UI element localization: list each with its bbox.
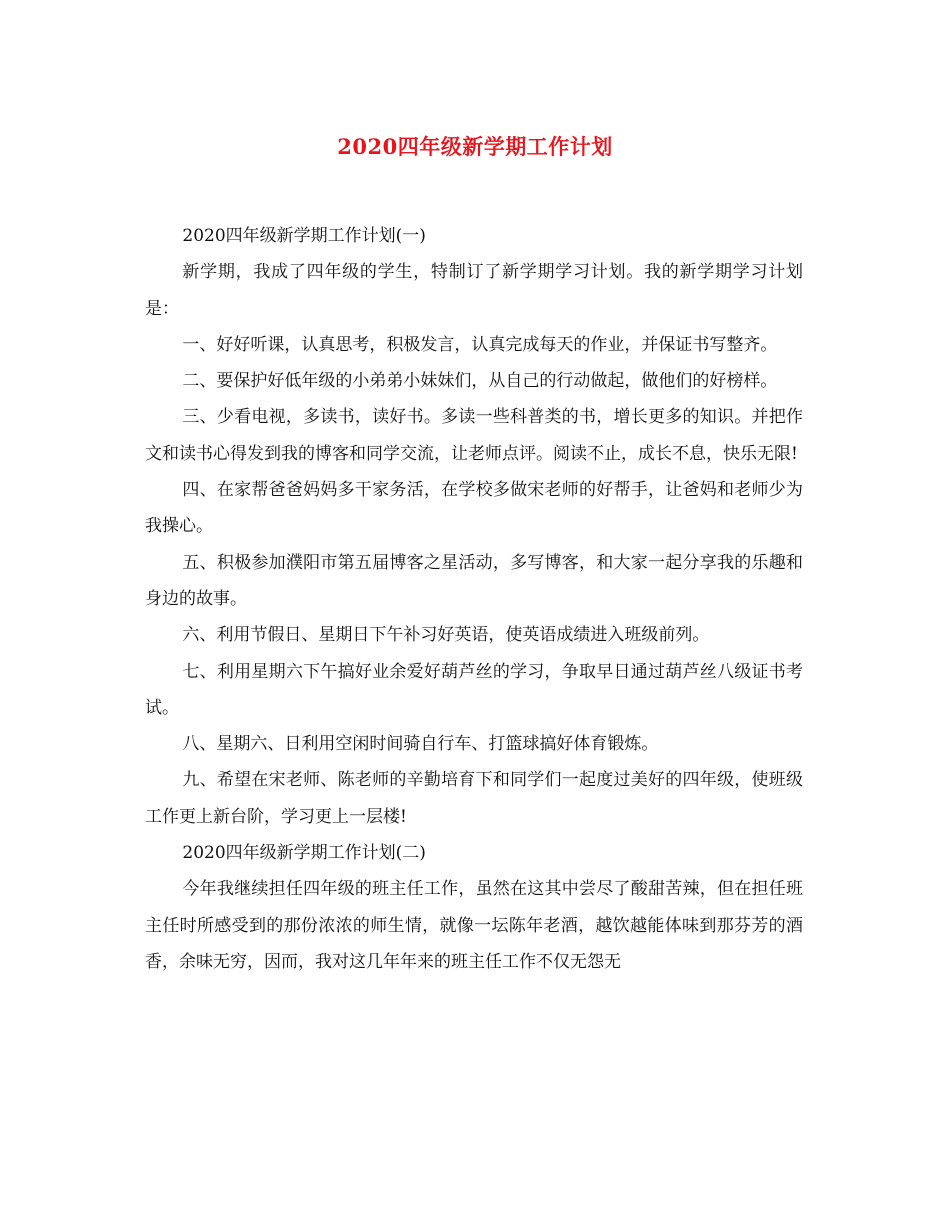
section-heading-1: 2020四年级新学期工作计划(一) (182, 226, 426, 246)
paragraph-item-9: 九、希望在宋老师、陈老师的辛勤培育下和同学们一起度过美好的四年级，使班级工作更上新台阶，学习更上一层楼! (145, 770, 803, 827)
paragraph-item-8: 八、星期六、日利用空闲时间骑自行车、打篮球搞好体育锻炼。 (182, 734, 659, 755)
document-title: 2020四年级新学期工作计划 (337, 134, 613, 159)
paragraph-section-2: 今年我继续担任四年级的班主任工作，虽然在这其中尝尽了酸甜苦辣，但在担任班主任时所感受到的那份浓浓的师生情，就像一坛陈年老酒，越饮越能体味到那芬芳的酒香，余味无穷，因而，我对这几年年来的班主任工作不仅无怨无 (145, 879, 803, 972)
paragraph-item-3: 三、少看电视，多读书，读好书。多读一些科普类的书，增长更多的知识。并把作文和读书心得发到我的博客和同学交流，让老师点评。阅读不止，成长不息，快乐无限! (145, 407, 803, 464)
paragraph-item-1: 一、好好听课，认真思考，积极发言，认真完成每天的作业，并保证书写整齐。 (182, 334, 778, 355)
paragraph-item-4: 四、在家帮爸爸妈妈多干家务活，在学校多做宋老师的好帮手，让爸妈和老师少为我操心。 (145, 480, 803, 537)
paragraph-item-6: 六、利用节假日、星期日下午补习好英语，使英语成绩进入班级前列。 (182, 625, 710, 646)
paragraph-item-5: 五、积极参加濮阳市第五届博客之星活动，多写博客，和大家一起分享我的乐趣和身边的故事。 (145, 552, 803, 609)
paragraph-intro: 新学期，我成了四年级的学生，特制订了新学期学习计划。我的新学期学习计划是： (145, 262, 803, 319)
paragraph-item-7: 七、利用星期六下午搞好业余爱好葫芦丝的学习，争取早日通过葫芦丝八级证书考试。 (145, 661, 803, 718)
section-heading-2: 2020四年级新学期工作计划(二) (182, 843, 426, 864)
paragraph-item-2: 二、要保护好低年级的小弟弟小妹妹们，从自己的行动做起，做他们的好榜样。 (182, 371, 778, 392)
document-body (145, 218, 803, 980)
